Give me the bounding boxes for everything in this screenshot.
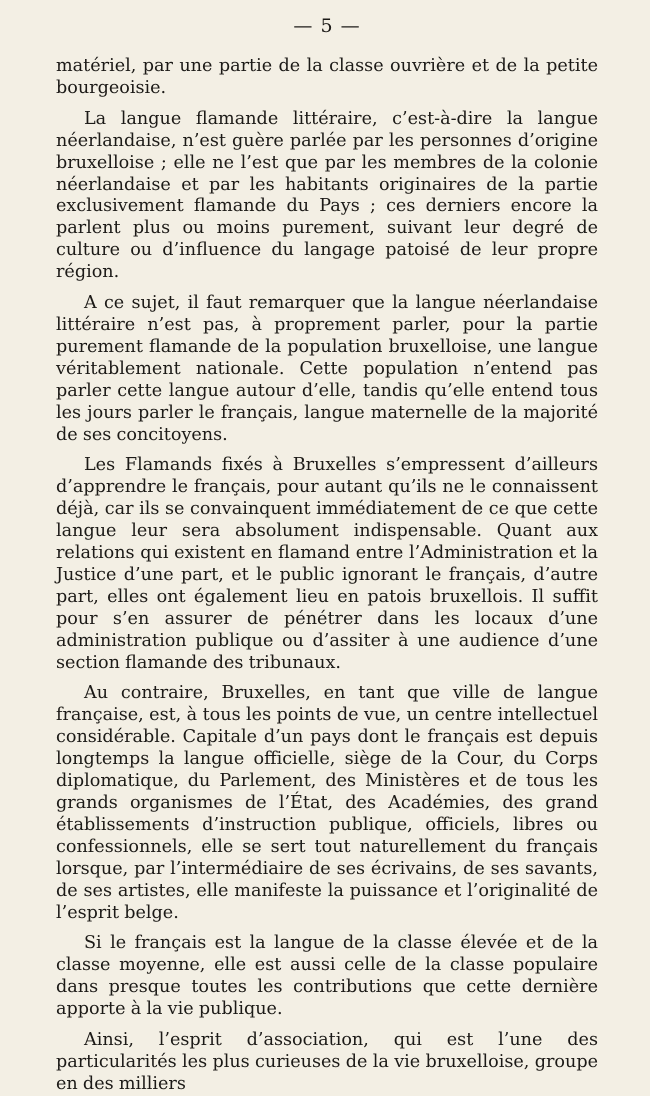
paragraph-continuation: matériel, par une partie de la classe ouvrière et de la petite bourgeoisie. [56, 56, 598, 98]
paragraph-flemish-language: La langue flamande littéraire, c’est-à-dire la langue néerlandaise, n’est guère parlée par les personnes d’origine bruxelloise ; elle ne l’est que par les membres de la colonie néerlandaise et par les habitants originaires de la partie exclusivement flamande du Pays ; ces derniers encore la parlent plus ou moins purement, suivant leur degré de culture ou d’influence du langage patoisé de leur propre région. [56, 108, 598, 283]
paragraph-flemings-learn-french: Les Flamands fixés à Bruxelles s’empressent d’ailleurs d’apprendre le français, pour autant qu’ils ne le connaissent déjà, car ils se convainquent immédiatement de ce que cette langue leur sera absolument indispensable. Quant aux relations qui existent en flamand entre l’Administration et la Justice d’une part, et le public ignorant le français, d’autre part, elles ont également lieu en patois bruxellois. Il suffit pour s’en assurer de pénétrer dans les locaux d’une administration publique ou d’assiter à une audience d’une section flamande des tribunaux. [56, 455, 598, 673]
page-number: — 5 — [293, 15, 361, 37]
paragraph-not-national-language: A ce sujet, il faut remarquer que la langue néerlandaise littéraire n’est pas, à proprement parler, pour la partie purement flamande de la population bruxelloise, une langue véritablement nationale. Cette population n’entend pas parler cette langue autour d’elle, tandis qu’elle entend tous les jours parler le français, langue maternelle de la majorité de ses concitoyens. [56, 293, 598, 445]
paragraph-brussels-intellectual-centre: Au contraire, Bruxelles, en tant que ville de langue française, est, à tous les points de vue, un centre intellectuel considérable. Capitale d’un pays dont le français est depuis longtemps la langue officielle, siège de la Cour, du Corps diplomatique, du Parlement, des Ministères et de tous les grands organismes de l’État, des Académies, des grand établissements d’instruction publique, officiels, libres ou confessionnels, elle se sert tout naturellement du français lorsque, par l’intermédiaire de ses écrivains, de ses savants, de ses artistes, elle manifeste la puissance et l’originalité de l’esprit belge. [56, 683, 598, 923]
book-page [56, 14, 598, 1094]
paragraph-french-all-classes: Si le français est la langue de la classe élevée et de la classe moyenne, elle est aussi celle de la classe populaire dans presque toutes les contributions que cette dernière apporte à la vie publique. [56, 933, 598, 1020]
paragraph-association-spirit: Ainsi, l’esprit d’association, qui est l’une des particularités les plus curieuses de la vie bruxelloise, groupe en des milliers [56, 1030, 598, 1094]
